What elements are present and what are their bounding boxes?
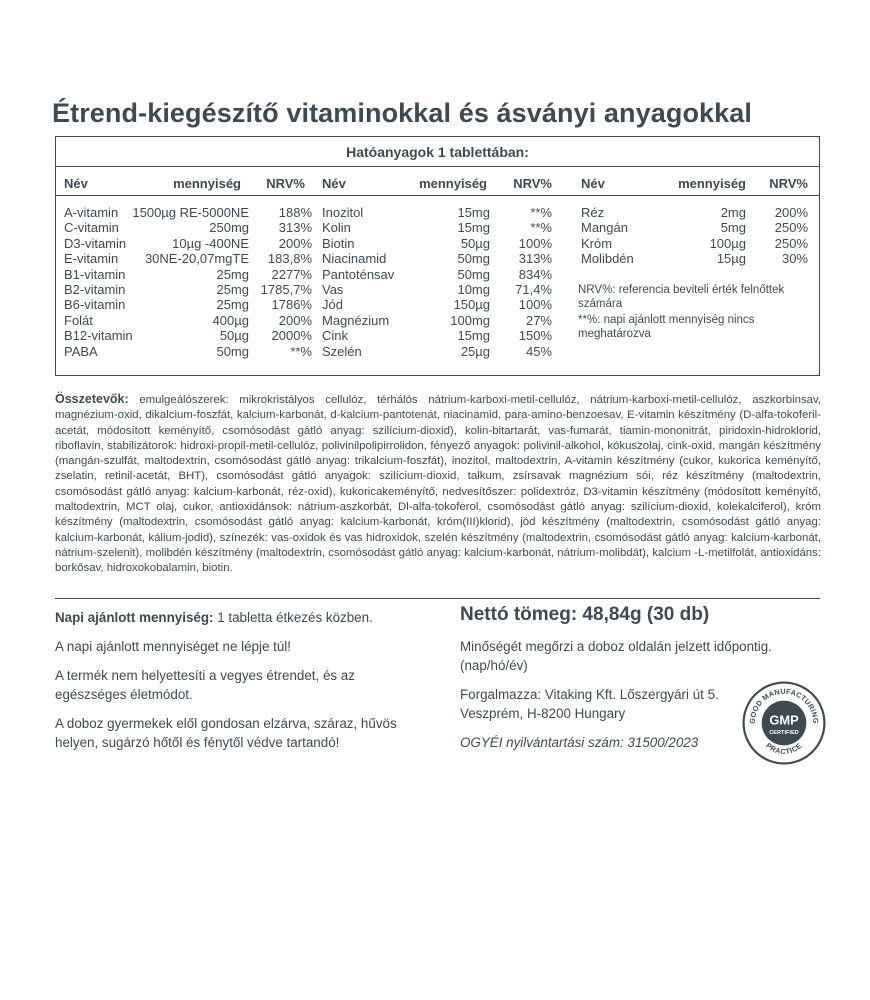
- nutrient-amount: 150µg: [453, 297, 490, 313]
- nutrient-nrv: 200%: [278, 312, 312, 328]
- header-divider: [56, 195, 819, 196]
- nutrient-amount: 25mg: [216, 281, 249, 297]
- page-title: Étrend-kiegészítő vitaminokkal és ásványi anyagokkal: [52, 98, 753, 128]
- nutrient-amount: 5mg: [720, 220, 746, 236]
- nutrient-row: [322, 328, 552, 343]
- svg-text:PRACTICE: PRACTICE: [764, 740, 804, 757]
- nrv-note: NRV%: referencia beviteli érték felnőttek számára: [578, 284, 785, 310]
- nutrient-nrv: 250%: [774, 235, 808, 251]
- nutrient-amount: 100mg: [450, 312, 490, 328]
- composition: [55, 392, 821, 577]
- warning-diet: A termék nem helyettesíti a vegyes étrendet, és az egészséges életmódot.: [55, 668, 355, 702]
- header-amount: mennyiség: [678, 176, 746, 191]
- nutrient-column-1: [64, 205, 314, 359]
- header-nrv: NRV%: [513, 176, 552, 191]
- nutrient-amount: 25µg: [460, 343, 490, 359]
- nutrient-name: Niacinamid: [322, 251, 387, 267]
- nutrient-amount: 400µg: [212, 312, 249, 328]
- nutrient-amount: 25mg: [216, 297, 249, 313]
- nutrient-row: [64, 236, 314, 251]
- nutrient-amount: 50mg: [457, 266, 490, 282]
- nutrient-nrv: 2277%: [271, 266, 312, 282]
- nutrient-row: [64, 251, 314, 266]
- nutrient-nrv: 313%: [518, 251, 552, 267]
- nutrient-name: Mangán: [581, 220, 628, 236]
- composition-text: emulgeálószerek: mikrokristályos cellulóz, térhálós nátrium-karboxi-metil-cellulóz, nátrium-karboxi-metil-cellulóz, aszkorbinsav, magnézium-oxid, dikalcium-foszfát, kalcium-karbonát, d-kalcium-pantotenát, niacinamid, para-amino-benzoesav, E-vitamin készítmény (D-alfa-tokoferil-acetát, módosított keményítő, csomósodást gátló anyag: szilícium-dioxid), kolin-bitartarát, vas-fumarát, tiamin-mononitrát, piridoxin-hidroklorid, riboflavin, stabilizátorok: hidroxi-propil-metil-cellulóz, polivinilpolipirrolidon, fényező anyagok: polivinil-alkohol, kókuszolaj, cink-oxid, mangán készítmény (mangán-szulfát, maltodextrin, csomósodást gátló anyag: trikalcium-foszfát), inozitol, maltodextrin, A-vitamin készítmény (cukor, kukorica keményítő, zselatin, retinil-acetát, BHT), csomósodást gátló anyagok: szilícium-dioxid, talkum, zsírsavak magnézium sói, réz készítmény (maltodextrin, csomósodást gátló anyag: kalcium-karbonát, réz-oxid), kukoricakeményítő, nedvesítőszer: polidextróz, D3-vitamin készítmény (módosított keményítő, maltodextrin, MCT olaj, cukor, antioxidánsok: nátrium-aszkorbát, Dl-alfa-tokoferol, csomósodást gátló anyag: szilícium-dioxid, kolekalciferol), króm készítmény (maltodextrin, csomósodást gátló anyag: kalcium-karbonát, króm(III)klorid), jód készítmény (maltodextrin, csomósodást gátló anyag: kalcium-karbonát, kálium-jodid), színezék: vas-oxidok és vas hidroxidok, szelén készítmény (maltodextrin, csomósodást gátló anyag: kalcium-karbonát, nátrium-szelenit), molibdén készítmény (maltodextrin, csomósodást gátló anyag: kalcium-karbonát, nátrium-molibdát), kalcium -L-metilfolát, antioxidáns: borkősav, hidroxokobalamin, biotin.: [55, 394, 821, 575]
- nutrient-name: Króm: [581, 235, 613, 251]
- nutrient-name: B6-vitamin: [64, 297, 126, 313]
- nutrient-name: Pantoténsav: [322, 266, 395, 282]
- nutrient-nrv: 45%: [525, 343, 552, 359]
- gmp-certified-seal-icon: [741, 680, 827, 766]
- nutrient-row: [581, 205, 808, 220]
- header-name: Név: [64, 176, 88, 191]
- nutrient-row: [322, 313, 552, 328]
- nutrient-nrv: 183,8%: [267, 251, 312, 267]
- nutrient-nrv: 1786%: [271, 297, 312, 313]
- nutrient-amount: 15mg: [457, 328, 490, 344]
- nutrient-nrv: 150%: [518, 328, 552, 344]
- nutrient-nrv: 200%: [278, 235, 312, 251]
- nutrient-nrv: **%: [530, 205, 552, 220]
- nutrient-nrv: 2000%: [271, 328, 312, 344]
- nutrient-amount: 50mg: [216, 343, 249, 359]
- nutrient-nrv: 200%: [774, 205, 808, 220]
- nutrient-name: Molibdén: [581, 251, 634, 267]
- nutrient-row: [64, 267, 314, 282]
- header-row-1: [56, 176, 316, 192]
- nutrient-amount: 10µg -400NE: [172, 235, 249, 251]
- nutrient-nrv: 313%: [278, 220, 312, 236]
- nutrient-nrv: 100%: [518, 235, 552, 251]
- nutrient-amount: 100µg: [709, 235, 746, 251]
- nutrient-amount: 50µg: [219, 328, 249, 344]
- header-amount: mennyiség: [419, 176, 487, 191]
- nutrient-name: PABA: [64, 343, 98, 359]
- daily-dose: [55, 608, 415, 627]
- warning-storage: A doboz gyermekek elől gondosan elzárva, száraz, hűvös helyen, sugárzó hőtől és fénytől védve tartandó!: [55, 716, 397, 750]
- registration-number: OGYÉI nyilvántartási szám: 31500/2023: [460, 735, 699, 750]
- svg-text:GMP: GMP: [769, 712, 799, 728]
- nutrient-nrv: 100%: [518, 297, 552, 313]
- header-name: Név: [581, 176, 605, 191]
- nutrient-nrv: **%: [530, 220, 552, 236]
- nutrient-amount: 50mg: [457, 251, 490, 267]
- nutrient-row: [322, 251, 552, 266]
- stars-note: **%: napi ajánlott mennyiség nincs meghatározva: [578, 314, 755, 340]
- nutrient-nrv: 27%: [525, 312, 552, 328]
- warning-dose: A napi ajánlott mennyiséget ne lépje túl!: [55, 639, 291, 654]
- nutrient-name: Jód: [322, 297, 343, 313]
- nutrient-nrv: 188%: [278, 205, 312, 220]
- nutrient-name: C-vitamin: [64, 220, 119, 236]
- nutrient-row: [64, 282, 314, 297]
- nutrient-nrv: 1785,7%: [260, 281, 312, 297]
- nutrient-name: B12-vitamin: [64, 328, 133, 344]
- nutrient-row: [322, 220, 552, 235]
- nutrient-name: Inozitol: [322, 205, 364, 220]
- nutrient-row: [64, 205, 314, 220]
- svg-text:GOOD MANUFACTURING: GOOD MANUFACTURING: [747, 686, 821, 725]
- nutrient-name: B2-vitamin: [64, 281, 126, 297]
- nutrient-row: [322, 344, 552, 359]
- nutrient-name: Szelén: [322, 343, 362, 359]
- nutrient-amount: 250mg: [209, 220, 249, 236]
- nutrient-name: Magnézium: [322, 312, 390, 328]
- nutrient-row: [64, 297, 314, 312]
- nutrient-nrv: 250%: [774, 220, 808, 236]
- table-divider: [56, 166, 819, 167]
- nutrient-column-2: [322, 205, 552, 359]
- nutrient-column-3: [581, 205, 808, 267]
- nutrient-row: [581, 236, 808, 251]
- nutrient-name: Folát: [64, 312, 93, 328]
- nutrient-name: Cink: [322, 328, 349, 344]
- nutrient-name: Vas: [322, 281, 344, 297]
- header-name: Név: [322, 176, 346, 191]
- nutrient-amount: 2mg: [720, 205, 746, 220]
- best-before: Minőségét megőrzi a doboz oldalán jelzett időpontig. (nap/hó/év): [460, 639, 772, 673]
- usage-section: [55, 608, 415, 762]
- nutrient-amount: 30NE-20,07mgTE: [144, 251, 249, 267]
- nutrient-nrv: 834%: [518, 266, 552, 282]
- composition-label: Összetevők:: [55, 392, 129, 406]
- nutrient-nrv: 71,4%: [515, 281, 552, 297]
- nutrient-amount: 25mg: [216, 266, 249, 282]
- nutrient-name: Kolin: [322, 220, 351, 236]
- table-caption: Hatóanyagok 1 tablettában:: [346, 144, 529, 160]
- nutrient-name: B1-vitamin: [64, 266, 126, 282]
- nutrient-amount: 10mg: [457, 281, 490, 297]
- header-row-3: [556, 176, 818, 192]
- net-weight: Nettó tömeg: 48,84g (30 db): [460, 604, 710, 625]
- nutrient-amount: 1500µg RE-5000NE: [132, 205, 249, 220]
- nutrient-name: E-vitamin: [64, 251, 119, 267]
- svg-text:CERTIFIED: CERTIFIED: [769, 730, 799, 737]
- table-notes: [578, 283, 814, 343]
- nutrient-row: [322, 205, 552, 220]
- nutrient-row: [322, 267, 552, 282]
- nutrient-name: A-vitamin: [64, 205, 119, 220]
- nutrient-name: Réz: [581, 205, 605, 220]
- nutrient-row: [322, 282, 552, 297]
- nutrient-row: [64, 220, 314, 235]
- nutrient-name: D3-vitamin: [64, 235, 127, 251]
- nutrient-row: [322, 297, 552, 312]
- daily-dose-text: 1 tabletta étkezés közben.: [213, 610, 373, 625]
- section-divider: [55, 598, 820, 599]
- ingredients-table: [55, 136, 820, 376]
- header-nrv: NRV%: [769, 176, 808, 191]
- nutrient-nrv: **%: [290, 343, 312, 359]
- nutrient-amount: 15mg: [457, 220, 490, 236]
- nutrient-amount: 50µg: [460, 235, 490, 251]
- nutrient-row: [322, 236, 552, 251]
- nutrient-row: [581, 251, 808, 266]
- header-row-2: [316, 176, 556, 192]
- nutrient-row: [64, 344, 314, 359]
- nutrient-name: Biotin: [322, 235, 355, 251]
- nutrient-row: [64, 328, 314, 343]
- daily-dose-label: Napi ajánlott mennyiség:: [55, 610, 214, 625]
- nutrient-row: [581, 220, 808, 235]
- nutrient-row: [64, 313, 314, 328]
- header-amount: mennyiség: [173, 176, 241, 191]
- distributor: Forgalmazza: Vitaking Kft. Lőszergyári út 5. Veszprém, H-8200 Hungary: [460, 687, 719, 721]
- nutrient-amount: 15mg: [457, 205, 490, 220]
- header-nrv: NRV%: [266, 176, 305, 191]
- nutrient-nrv: 30%: [781, 251, 808, 267]
- nutrient-amount: 15µg: [716, 251, 746, 267]
